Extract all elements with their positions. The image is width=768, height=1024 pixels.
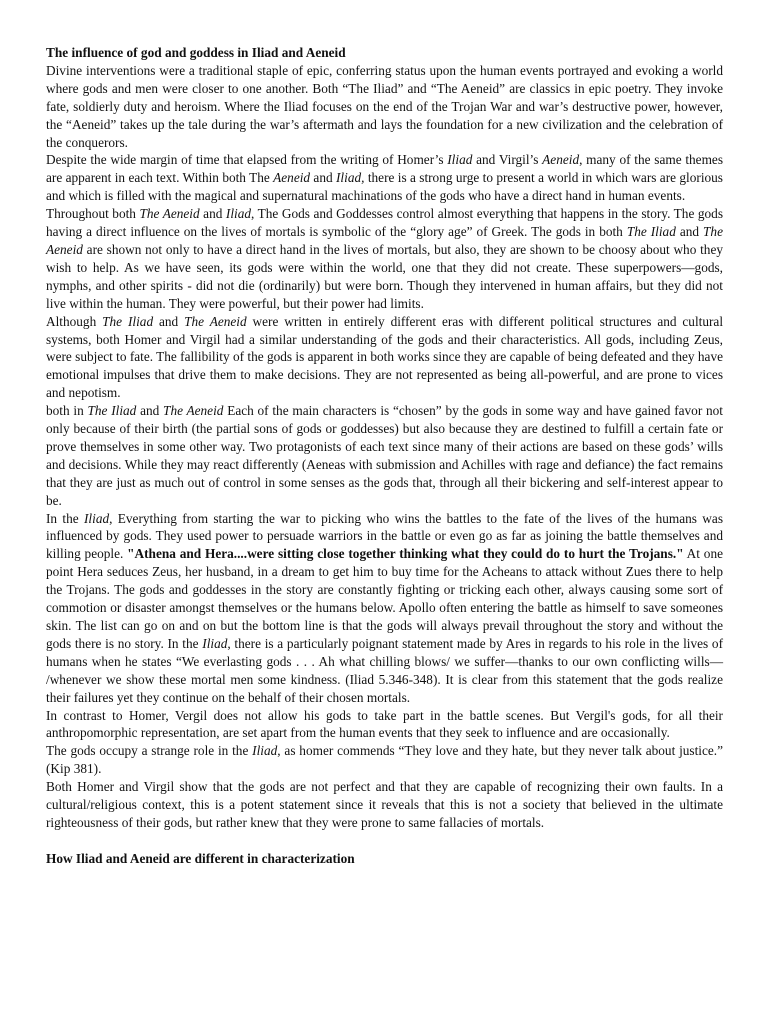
document-page bbox=[46, 44, 723, 868]
paragraph-1: Divine interventions were a traditional staple of epic, conferring status upon the human events portrayed and evoking a world where gods and men were closer to one another. Both “The Iliad” and “The Aeneid” are classics in epic poetry. They invoke fate, soldierly duty and heroism. Where the Iliad focuses on the end of the Trojan War and war’s destructive power, however, the “Aeneid” takes up the tale during the war’s aftermath and lays the foundation for a new civilization and the celebration of the conquerors. bbox=[46, 62, 723, 150]
paragraph-8: The gods occupy a strange role in the Iliad, as homer commends “They love and they hate, but they never talk about justice.” (Kip 381). bbox=[46, 743, 724, 777]
quote-athena-hera: "Athena and Hera....were sitting close together thinking what they could do to hurt the Trojans." bbox=[127, 546, 684, 562]
page-title: The influence of god and goddess in Iliad and Aeneid bbox=[46, 45, 346, 60]
paragraph-7: In contrast to Homer, Vergil does not allow his gods to take part in the battle scenes. But Vergil's gods, for all their anthropomorphic representation, are set apart from the human events that they seek to influence and are occasionally. bbox=[46, 707, 723, 741]
paragraph-9: Both Homer and Virgil show that the gods are not perfect and that they are capable of recognizing their own faults. In a cultural/religious context, this is a potent statement since it reveals that this is not a society that believed in the ultimate righteousness of their gods, but rather knew that they were prone to same fallacies of mortals. bbox=[46, 779, 723, 830]
paragraph-4: Although The Iliad and The Aeneid were written in entirely different eras with different political structures and cultural systems, both Homer and Virgil had a similar understanding of the gods and their characteristics. All gods, including Zeus, were subject to fate. The fallibility of the gods is apparent in both works since they are capable of being defeated and they have emotional impulses that drive them to make decisions. They are not represented as being all-powerful, and are prone to vices and nepotism. bbox=[46, 313, 724, 401]
section-heading: How Iliad and Aeneid are different in characterization bbox=[46, 850, 355, 866]
paragraph-2: Despite the wide margin of time that elapsed from the writing of Homer’s Iliad and Virgil’s Aeneid, many of the same themes are apparent in each text. Within both The Aeneid and Iliad, there is a strong urge to present a world in which wars are glorious and which is filled with the magical and supernatural machinations of the gods who have a direct hand in human events. bbox=[46, 152, 724, 204]
paragraph-6: In the Iliad, Everything from starting the war to picking who wins the battles to the fate of the lives of the humans was influenced by gods. They used power to persuade warriors in the battle or even go as far as joining the battle themselves and killing people. "Athena and Hera....were sitting close together thinking what they could do to hurt the Trojans." At one point Hera seduces Zeus, her husband, in a dream to get him to buy time for the Acheans to attack without Zues there to help the Trojans. The gods and goddesses in the story are constantly fighting or tricking each other, always causing some sort of commotion or disaster amongst themselves or the humans below. Apollo often entering the battle as himself to save someones skin. The list can go on and on but the bottom line is that the gods will always prevail throughout the story and without the gods there is no story. In the Iliad, there is a particularly poignant statement made by Ares in regards to his role in the lives of humans when he states “We everlasting gods . . . Ah what chilling blows/ we suffer—thanks to our own conflicting wills— /whenever we show these mortal men some kindness. (Iliad 5.346-348). It is clear from this statement that the gods realize their failures yet they continue on the behalf of their chosen mortals. bbox=[46, 510, 723, 705]
paragraph-3: Throughout both The Aeneid and Iliad, The Gods and Goddesses control almost everything that happens in the story. The gods having a direct influence on the lives of mortals is symbolic of the “glory age” of Greek. The gods in both The Iliad and The Aeneid are shown not only to have a direct hand in the lives of mortals, but also, they are shown to be choosy about who they wish to help. As we have seen, its gods were within the world, one that they did not create. These superpowers—gods, nymphs, and other spirits - did not die (ordinarily) but were born. Though they intervened in human affairs, but they did not live within the human. They were powerful, but their power had limits. bbox=[46, 206, 723, 311]
paragraph-5: both in The Iliad and The Aeneid Each of the main characters is “chosen” by the gods in some way and have gained favor not only because of their birth (the partial sons of gods or goddesses) but also because they are destined to fulfill a certain fate or prove themselves in some other way. Two protagonists of each text since many of their actions are based on these gods’ wills and decisions. While they may react differently (Aeneas with submission and Achilles with rage and defiance) the fact remains that they are just as much out of control in some senses as the gods that, through all their bickering and self-interest appear to be. bbox=[46, 403, 724, 508]
section-gap bbox=[46, 832, 723, 850]
